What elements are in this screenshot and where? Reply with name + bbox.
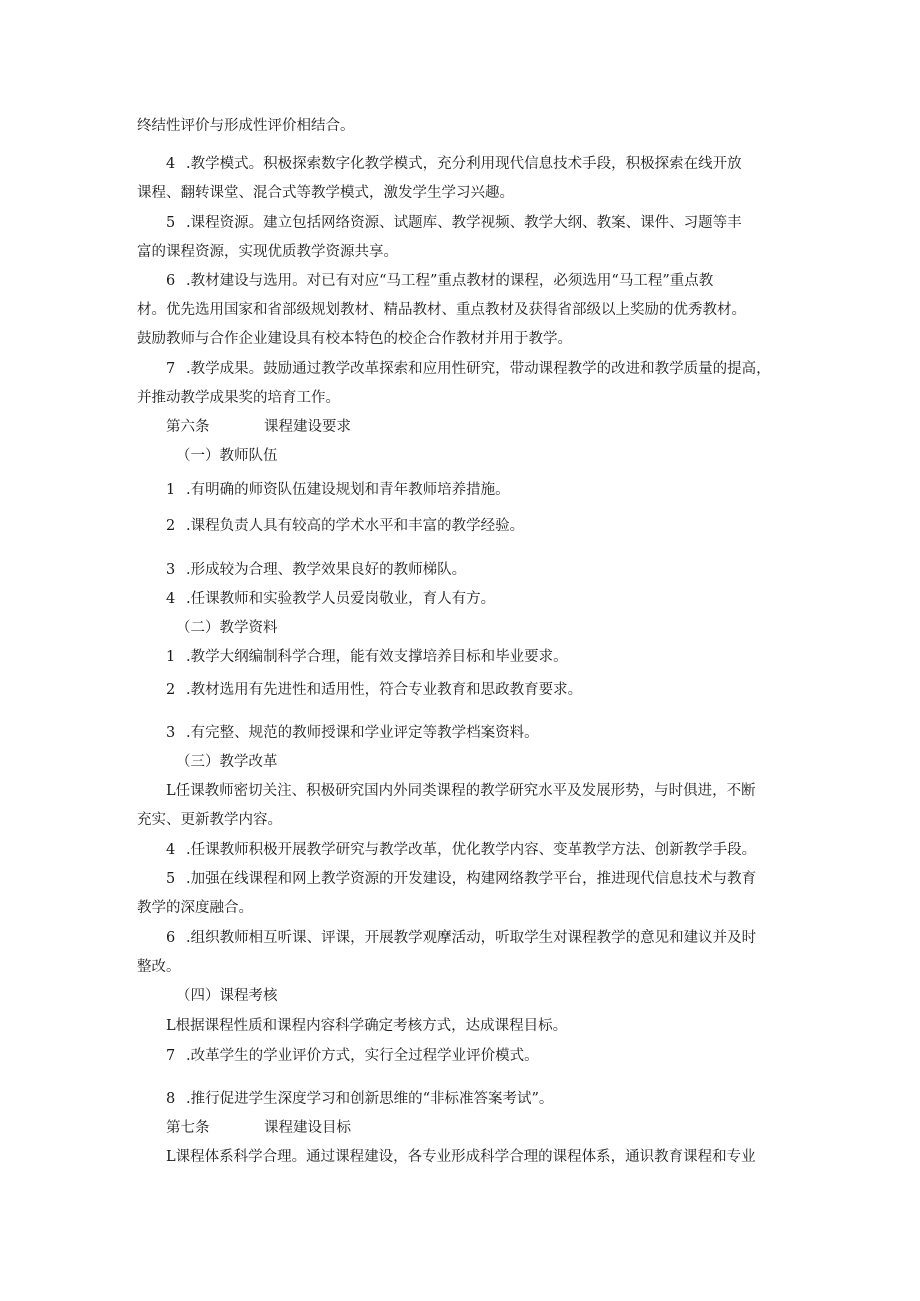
text-line: 鼓励教师与合作企业建设具有校本特色的校企合作教材并用于教学。 <box>137 331 572 347</box>
text-line: 8 .推行促进学生深度学习和创新思维的“非标准答案考试”。 <box>166 1091 554 1107</box>
text-line: 4 .教学模式。积极探索数字化教学模式，充分利用现代信息技术手段，积极探索在线开放 <box>166 156 742 172</box>
text-line: 富的课程资源，实现优质教学资源共享。 <box>137 244 398 260</box>
subsection-heading: （三）教学改革 <box>176 754 278 770</box>
text-line: 7 .教学成果。鼓励通过教学改革探索和应用性研究，带动课程教学的改进和教学质量的提高， <box>166 361 771 377</box>
text-line: 材。优先选用国家和省部级规划教材、精品教材、重点教材及获得省部级以上奖励的优秀教材。 <box>137 302 746 318</box>
text-line: 3 .形成较为合理、教学效果良好的教师梯队。 <box>166 562 467 578</box>
text-line: 课程、翻转课堂、混合式等教学模式，激发学生学习兴趣。 <box>137 185 514 201</box>
section-heading: 第七条 课程建设目标 <box>166 1120 351 1136</box>
text-line: 充实、更新教学内容。 <box>137 812 282 828</box>
text-line: 3 .有完整、规范的教师授课和学业评定等教学档案资料。 <box>166 725 539 741</box>
text-line: 1 .有明确的师资队伍建设规划和青年教师培养措施。 <box>166 482 510 498</box>
text-line: 终结性评价与形成性评价相结合。 <box>137 118 355 134</box>
text-line: 2 .课程负责人具有较高的学术水平和丰富的教学经验。 <box>166 518 525 534</box>
text-line: 7 .改革学生的学业评价方式，实行全过程学业评价模式。 <box>166 1048 539 1064</box>
text-line: 4 .任课教师积极开展教学研究与教学改革，优化教学内容、变革教学方法、创新教学手段。 <box>166 842 757 858</box>
subsection-heading: （一）教师队伍 <box>176 448 278 464</box>
text-line: L课程体系科学合理。通过课程建设，各专业形成科学合理的课程体系，通识教育课程和专业 <box>166 1149 756 1165</box>
text-line: 6 .教材建设与选用。对已有对应“马工程”重点教材的课程，必须选用“马工程”重点教 <box>166 273 714 289</box>
text-line: 2 .教材选用有先进性和适用性，符合专业教育和思政教育要求。 <box>166 682 583 698</box>
section-heading: 第六条 课程建设要求 <box>166 419 351 435</box>
text-line: L根据课程性质和课程内容科学确定考核方式，达成课程目标。 <box>166 1018 568 1034</box>
text-line: 教学的深度融合。 <box>137 900 253 916</box>
text-line: 4 .任课教师和实验教学人员爱岗敬业，育人有方。 <box>166 591 496 607</box>
text-line: 1 .教学大纲编制科学合理，能有效支撑培养目标和毕业要求。 <box>166 649 568 665</box>
text-line: 6 .组织教师相互听课、评课，开展教学观摩活动，听取学生对课程教学的意见和建议并及时 <box>166 930 757 946</box>
text-line: 5 .课程资源。建立包括网络资源、试题库、教学视频、教学大纲、教案、课件、习题等丰 <box>166 215 742 231</box>
subsection-heading: （二）教学资料 <box>176 620 278 636</box>
text-line: 并推动教学成果奖的培育工作。 <box>137 390 340 406</box>
text-line: 5 .加强在线课程和网上教学资源的开发建设，构建网络教学平台，推进现代信息技术与教育 <box>166 871 757 887</box>
text-line: L任课教师密切关注、积极研究国内外同类课程的教学研究水平及发展形势，与时俱进，不断 <box>166 783 756 799</box>
text-line: 整改。 <box>137 959 181 975</box>
subsection-heading: （四）课程考核 <box>176 988 278 1004</box>
